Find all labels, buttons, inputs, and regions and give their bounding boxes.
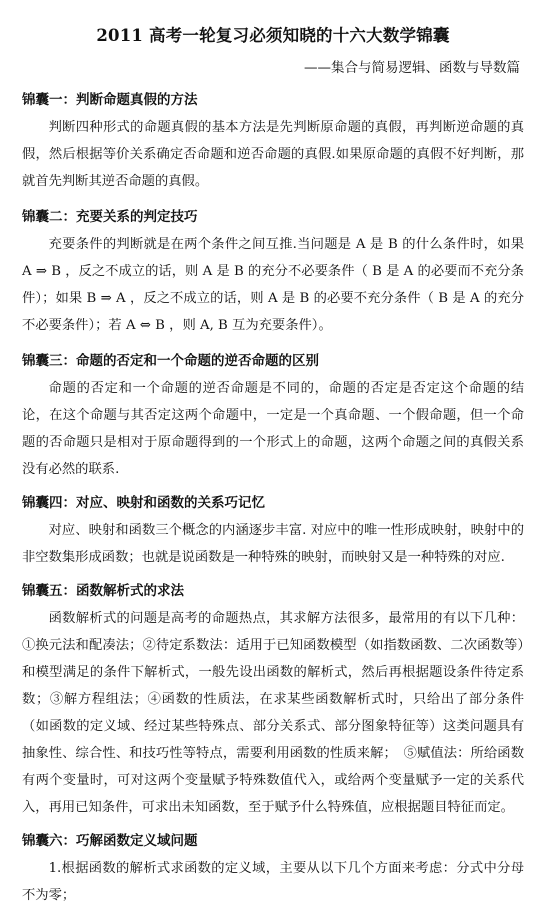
section-heading: 锦囊五：函数解析式的求法 [22, 583, 184, 599]
section-paragraph: 对应、映射和函数三个概念的内涵逐步丰富. 对应中的唯一性形成映射，映射中的非空数集形成函数；也就是说函数是一种特殊的映射，而映射又是一种特殊的对应. [22, 523, 524, 565]
section-3 [22, 349, 524, 483]
section-paragraph: 命题的否定和一个命题的逆否命题是不同的，命题的否定是否定这个命题的结论，在这个命题与其否定这两个命题中，一定是一个真命题、一个假命题，但一个命题的否命题只是相对于原命题得到的一个形式上的命题，这两个命题之间的真假关系没有必然的联系. [22, 381, 524, 477]
section-1 [22, 88, 524, 195]
section-6 [22, 829, 524, 909]
section-4 [22, 491, 524, 571]
section-paragraph: 函数解析式的问题是高考的命题热点，其求解方法很多，最常用的有以下几种：①换元法和配凑法；②待定系数法：适用于已知函数模型（如指数函数、二次函数等）和模型满足的条件下解析式，一般先设出函数的解析式，然后再根据题设条件待定系数；③解方程组法；④函数的性质法，在求某些函数解析式时，只给出了部分条件（如函数的定义域、经过某些特殊点、部分关系式、部分图象特征等）这类问题具有抽象性、综合性、和技巧性等特点，需要利用函数的性质来解； ⑤赋值法：所给函数有两个变量时，可对这两个变量赋予特殊数值代入，或给两个变量赋予一定的关系代入，再用已知条件，可求出未知函数，至于赋予什么特殊值，应根据题目特征而定。 [22, 611, 524, 815]
section-paragraph: 判断四种形式的命题真假的基本方法是先判断原命题的真假，再判断逆命题的真假，然后根据等价关系确定否命题和逆否命题的真假.如果原命题的真假不好判断，那就首先判断其逆否命题的真假。 [22, 120, 524, 189]
section-paragraph: 充要条件的判断就是在两个条件之间互推.当问题是 A 是 B 的什么条件时，如果 A ⇒ B ，反之不成立的话，则 A 是 B 的充分不必要条件（ B 是 A 的必要而不充分条件）；如果 B ⇒ A ，反之不成立的话，则 A 是 B 的必要不充分条件（ B 是 A 的充分不必要条件）；若 A ⇔ B ，则 A, B 互为充要条件）。 [22, 237, 524, 333]
document-subtitle: ——集合与简易逻辑、函数与导数篇 [304, 60, 520, 76]
section-paragraph: 1.根据函数的解析式求函数的定义域，主要从以下几个方面来考虑：分式中分母不为零； [22, 861, 524, 903]
document-title: 2011 高考一轮复习必须知晓的十六大数学锦囊 [96, 26, 450, 45]
section-heading: 锦囊一：判断命题真假的方法 [22, 92, 198, 108]
section-heading: 锦囊六：巧解函数定义域问题 [22, 833, 198, 849]
section-heading: 锦囊二：充要关系的判定技巧 [22, 209, 198, 225]
section-5 [22, 579, 524, 821]
section-2 [22, 205, 524, 339]
section-heading: 锦囊三：命题的否定和一个命题的逆否命题的区别 [22, 353, 319, 369]
section-heading: 锦囊四：对应、映射和函数的关系巧记忆 [22, 495, 265, 511]
